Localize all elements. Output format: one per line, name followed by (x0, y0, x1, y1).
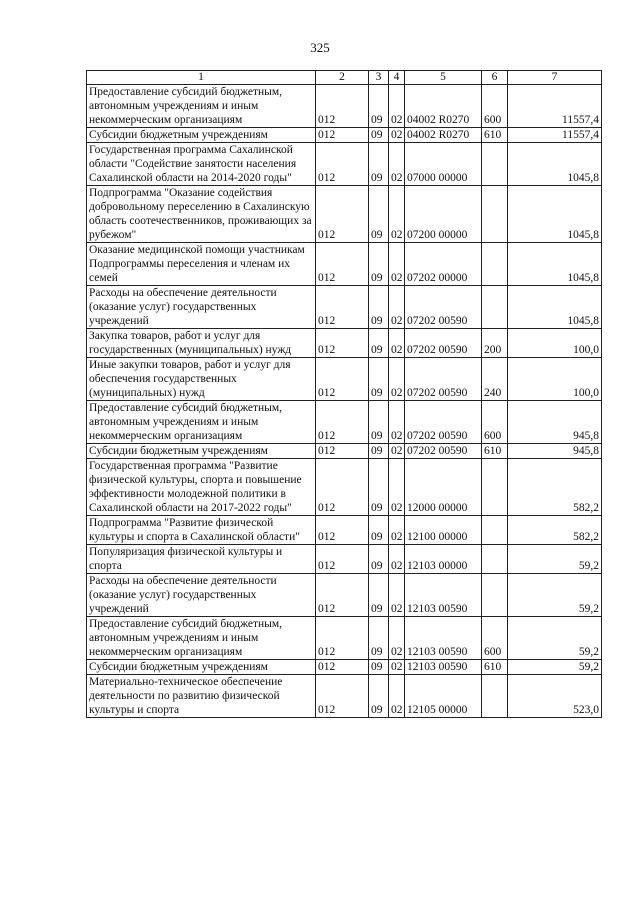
row-amount-cell: 1045,8 (508, 243, 602, 286)
row-type-cell: 600 (482, 85, 508, 128)
header-cell: 1 (87, 71, 316, 85)
row-amount-cell: 59,2 (508, 574, 602, 617)
row-target-cell: 07000 00000 (405, 143, 482, 186)
table-row (87, 675, 602, 718)
row-amount-cell: 582,2 (508, 459, 602, 516)
row-subsection-cell: 02 (389, 574, 405, 617)
row-amount-cell: 100,0 (508, 358, 602, 401)
row-target-cell: 12103 00590 (405, 660, 482, 675)
row-code-cell: 012 (316, 186, 369, 243)
row-subsection-cell: 02 (389, 358, 405, 401)
table-row (87, 358, 602, 401)
row-type-cell: 610 (482, 128, 508, 143)
row-code-cell: 012 (316, 574, 369, 617)
header-cell: 3 (369, 71, 389, 85)
table-row (87, 516, 602, 545)
header-row (87, 71, 602, 85)
row-section-cell: 09 (369, 545, 389, 574)
table-row (87, 243, 602, 286)
row-section-cell: 09 (369, 243, 389, 286)
row-name-cell: Предоставление субсидий бюджетным, автономным учреждениям и иным некоммерческим организациям (87, 617, 316, 660)
page-number: 325 (310, 40, 330, 55)
header-cell: 7 (508, 71, 602, 85)
row-subsection-cell: 02 (389, 459, 405, 516)
row-amount-cell: 59,2 (508, 660, 602, 675)
row-code-cell: 012 (316, 660, 369, 675)
row-amount-cell: 11557,4 (508, 85, 602, 128)
row-target-cell: 04002 R0270 (405, 85, 482, 128)
row-type-cell (482, 143, 508, 186)
row-name-cell: Закупка товаров, работ и услуг для государственных (муниципальных) нужд (87, 329, 316, 358)
row-section-cell: 09 (369, 675, 389, 718)
row-name-cell: Иные закупки товаров, работ и услуг для обеспечения государственных (муниципальных) нужд (87, 358, 316, 401)
row-name-cell: Государственная программа "Развитие физической культуры, спорта и повышение эффективности молодежной политики в Сахалинской области на 2017-2022 годы" (87, 459, 316, 516)
row-subsection-cell: 02 (389, 516, 405, 545)
row-section-cell: 09 (369, 574, 389, 617)
row-section-cell: 09 (369, 459, 389, 516)
row-amount-cell: 59,2 (508, 545, 602, 574)
table-row (87, 143, 602, 186)
row-type-cell (482, 459, 508, 516)
row-subsection-cell: 02 (389, 617, 405, 660)
row-name-cell: Субсидии бюджетным учреждениям (87, 660, 316, 675)
row-target-cell: 07200 00000 (405, 186, 482, 243)
row-code-cell: 012 (316, 401, 369, 444)
row-subsection-cell: 02 (389, 329, 405, 358)
row-code-cell: 012 (316, 444, 369, 459)
row-target-cell: 07202 00590 (405, 329, 482, 358)
row-name-cell: Расходы на обеспечение деятельности (оказание услуг) государственных учреждений (87, 574, 316, 617)
row-target-cell: 12105 00000 (405, 675, 482, 718)
row-section-cell: 09 (369, 358, 389, 401)
table-row (87, 617, 602, 660)
row-type-cell (482, 186, 508, 243)
row-amount-cell: 945,8 (508, 444, 602, 459)
row-type-cell (482, 243, 508, 286)
row-code-cell: 012 (316, 243, 369, 286)
row-name-cell: Государственная программа Сахалинской области "Содействие занятости населения Сахалинской области на 2014-2020 годы" (87, 143, 316, 186)
row-subsection-cell: 02 (389, 85, 405, 128)
row-target-cell: 07202 00000 (405, 243, 482, 286)
header-cell: 5 (405, 71, 482, 85)
table-row (87, 329, 602, 358)
row-section-cell: 09 (369, 329, 389, 358)
header-cell: 4 (389, 71, 405, 85)
row-amount-cell: 59,2 (508, 617, 602, 660)
row-name-cell: Популяризация физической культуры и спорта (87, 545, 316, 574)
row-target-cell: 07202 00590 (405, 401, 482, 444)
row-subsection-cell: 02 (389, 401, 405, 444)
row-type-cell: 610 (482, 660, 508, 675)
row-subsection-cell: 02 (389, 444, 405, 459)
table-row (87, 85, 602, 128)
row-name-cell: Оказание медицинской помощи участникам Подпрограммы переселения и членам их семей (87, 243, 316, 286)
row-subsection-cell: 02 (389, 660, 405, 675)
row-target-cell: 07202 00590 (405, 286, 482, 329)
row-section-cell: 09 (369, 186, 389, 243)
row-amount-cell: 1045,8 (508, 286, 602, 329)
row-target-cell: 12100 00000 (405, 516, 482, 545)
row-type-cell (482, 516, 508, 545)
row-name-cell: Предоставление субсидий бюджетным, автономным учреждениям и иным некоммерческим организациям (87, 401, 316, 444)
row-name-cell: Подпрограмма "Развитие физической культуры и спорта в Сахалинской области" (87, 516, 316, 545)
row-target-cell: 12103 00590 (405, 617, 482, 660)
row-type-cell (482, 574, 508, 617)
table-row (87, 401, 602, 444)
row-code-cell: 012 (316, 143, 369, 186)
row-code-cell: 012 (316, 675, 369, 718)
row-target-cell: 12103 00590 (405, 574, 482, 617)
row-section-cell: 09 (369, 128, 389, 143)
row-type-cell (482, 286, 508, 329)
table-row (87, 660, 602, 675)
row-section-cell: 09 (369, 401, 389, 444)
row-subsection-cell: 02 (389, 545, 405, 574)
table-row (87, 128, 602, 143)
row-target-cell: 12000 00000 (405, 459, 482, 516)
row-code-cell: 012 (316, 516, 369, 545)
row-amount-cell: 945,8 (508, 401, 602, 444)
table-row (87, 444, 602, 459)
row-amount-cell: 1045,8 (508, 186, 602, 243)
row-amount-cell: 1045,8 (508, 143, 602, 186)
table-row (87, 286, 602, 329)
row-type-cell: 600 (482, 401, 508, 444)
row-name-cell: Расходы на обеспечение деятельности (оказание услуг) государственных учреждений (87, 286, 316, 329)
row-section-cell: 09 (369, 286, 389, 329)
row-section-cell: 09 (369, 617, 389, 660)
row-name-cell: Материально-техническое обеспечение деятельности по развитию физической культуры и спорта (87, 675, 316, 718)
row-target-cell: 07202 00590 (405, 358, 482, 401)
row-code-cell: 012 (316, 459, 369, 516)
row-subsection-cell: 02 (389, 186, 405, 243)
row-type-cell (482, 675, 508, 718)
row-name-cell: Субсидии бюджетным учреждениям (87, 128, 316, 143)
row-type-cell: 200 (482, 329, 508, 358)
header-cell: 2 (316, 71, 369, 85)
row-target-cell: 04002 R0270 (405, 128, 482, 143)
row-target-cell: 12103 00000 (405, 545, 482, 574)
budget-table (86, 70, 602, 718)
row-code-cell: 012 (316, 286, 369, 329)
row-section-cell: 09 (369, 516, 389, 545)
row-amount-cell: 11557,4 (508, 128, 602, 143)
row-type-cell (482, 545, 508, 574)
table-row (87, 459, 602, 516)
row-code-cell: 012 (316, 329, 369, 358)
row-subsection-cell: 02 (389, 143, 405, 186)
row-target-cell: 07202 00590 (405, 444, 482, 459)
table-row (87, 574, 602, 617)
table-row (87, 186, 602, 243)
row-type-cell: 610 (482, 444, 508, 459)
row-name-cell: Предоставление субсидий бюджетным, автономным учреждениям и иным некоммерческим организациям (87, 85, 316, 128)
row-section-cell: 09 (369, 444, 389, 459)
row-type-cell: 240 (482, 358, 508, 401)
row-subsection-cell: 02 (389, 128, 405, 143)
row-amount-cell: 582,2 (508, 516, 602, 545)
table-row (87, 545, 602, 574)
row-amount-cell: 100,0 (508, 329, 602, 358)
row-subsection-cell: 02 (389, 286, 405, 329)
row-code-cell: 012 (316, 545, 369, 574)
row-amount-cell: 523,0 (508, 675, 602, 718)
row-name-cell: Субсидии бюджетным учреждениям (87, 444, 316, 459)
row-type-cell: 600 (482, 617, 508, 660)
row-subsection-cell: 02 (389, 675, 405, 718)
row-code-cell: 012 (316, 358, 369, 401)
row-section-cell: 09 (369, 660, 389, 675)
row-section-cell: 09 (369, 85, 389, 128)
row-code-cell: 012 (316, 85, 369, 128)
row-name-cell: Подпрограмма "Оказание содействия добровольному переселению в Сахалинскую область соотечественников, проживающих за рубежом" (87, 186, 316, 243)
row-code-cell: 012 (316, 617, 369, 660)
row-section-cell: 09 (369, 143, 389, 186)
header-cell: 6 (482, 71, 508, 85)
row-code-cell: 012 (316, 128, 369, 143)
row-subsection-cell: 02 (389, 243, 405, 286)
